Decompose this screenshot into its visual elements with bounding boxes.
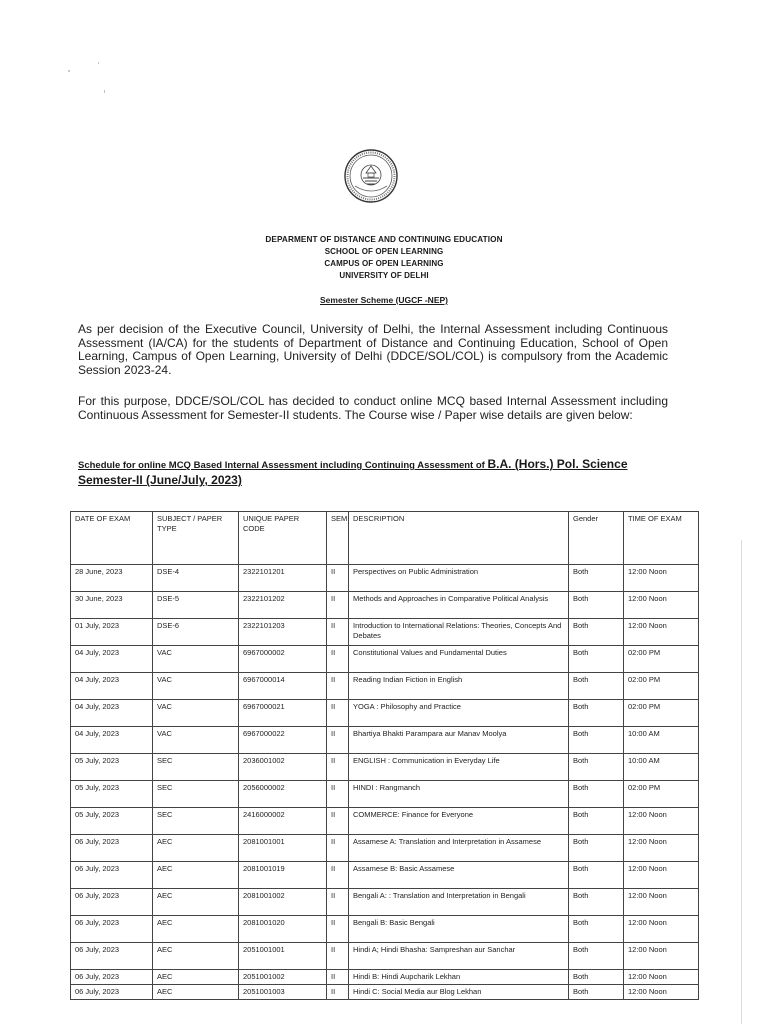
cell-subject: SEC <box>153 754 239 781</box>
cell-sem: II <box>327 619 349 646</box>
cell-gender: Both <box>569 700 624 727</box>
table-row <box>71 646 699 673</box>
cell-date: 30 June, 2023 <box>71 592 153 619</box>
cell-subject: AEC <box>153 943 239 970</box>
table-row <box>71 754 699 781</box>
header-sem: SEM <box>327 512 349 565</box>
cell-gender: Both <box>569 916 624 943</box>
header-code: UNIQUE PAPER CODE <box>239 512 327 565</box>
cell-sem: II <box>327 970 349 985</box>
cell-date: 06 July, 2023 <box>71 985 153 1000</box>
cell-date: 28 June, 2023 <box>71 565 153 592</box>
cell-sem: II <box>327 700 349 727</box>
department-name: DEPARMENT OF DISTANCE AND CONTINUING EDUCATION <box>265 235 503 244</box>
cell-code: 6967000022 <box>239 727 327 754</box>
cell-code: 2081001001 <box>239 835 327 862</box>
cell-sem: II <box>327 985 349 1000</box>
cell-code: 6967000014 <box>239 673 327 700</box>
cell-gender: Both <box>569 781 624 808</box>
cell-code: 2322101202 <box>239 592 327 619</box>
cell-code: 2081001002 <box>239 889 327 916</box>
cell-subject: AEC <box>153 835 239 862</box>
cell-gender: Both <box>569 565 624 592</box>
header-date: DATE OF EXAM <box>71 512 153 565</box>
header-description: DESCRIPTION <box>349 512 569 565</box>
cell-time: 12:00 Noon <box>624 619 699 646</box>
cell-subject: AEC <box>153 970 239 985</box>
cell-sem: II <box>327 781 349 808</box>
document-header <box>0 234 768 282</box>
table-row <box>71 985 699 1000</box>
cell-code: 2322101201 <box>239 565 327 592</box>
cell-sem: II <box>327 565 349 592</box>
cell-code: 2056000002 <box>239 781 327 808</box>
cell-sem: II <box>327 754 349 781</box>
cell-sem: II <box>327 673 349 700</box>
cell-time: 12:00 Noon <box>624 808 699 835</box>
cell-code: 2081001019 <box>239 862 327 889</box>
cell-description: Bengali B: Basic Bengali <box>349 916 569 943</box>
cell-date: 04 July, 2023 <box>71 727 153 754</box>
header-gender: Gender <box>569 512 624 565</box>
table-row <box>71 565 699 592</box>
table-row <box>71 781 699 808</box>
cell-description: Perspectives on Public Administration <box>349 565 569 592</box>
cell-sem: II <box>327 592 349 619</box>
cell-subject: AEC <box>153 889 239 916</box>
university-name: UNIVERSITY OF DELHI <box>339 271 429 280</box>
cell-gender: Both <box>569 985 624 1000</box>
cell-subject: AEC <box>153 916 239 943</box>
cell-gender: Both <box>569 754 624 781</box>
cell-sem: II <box>327 727 349 754</box>
cell-subject: VAC <box>153 673 239 700</box>
cell-sem: II <box>327 943 349 970</box>
cell-date: 06 July, 2023 <box>71 862 153 889</box>
cell-description: Assamese A: Translation and Interpretation in Assamese <box>349 835 569 862</box>
cell-time: 12:00 Noon <box>624 565 699 592</box>
cell-description: Reading Indian Fiction in English <box>349 673 569 700</box>
cell-gender: Both <box>569 673 624 700</box>
cell-date: 05 July, 2023 <box>71 808 153 835</box>
table-header-row <box>71 512 699 565</box>
table-row <box>71 943 699 970</box>
university-seal-icon <box>343 148 399 204</box>
cell-date: 05 July, 2023 <box>71 754 153 781</box>
cell-time: 02:00 PM <box>624 646 699 673</box>
cell-subject: DSE-5 <box>153 592 239 619</box>
cell-gender: Both <box>569 808 624 835</box>
cell-description: YOGA : Philosophy and Practice <box>349 700 569 727</box>
cell-description: Methods and Approaches in Comparative Political Analysis <box>349 592 569 619</box>
paragraph-decision: As per decision of the Executive Council, University of Delhi, the Internal Assessment including Continuous Assessment (IA/CA) for the students of Department of Distance and Continuing Education, School of Open Learning, Campus of Open Learning, University of Delhi (DDCE/SOL/COL) is compulsory from the Academic Session 2023-24. <box>78 322 668 377</box>
cell-gender: Both <box>569 970 624 985</box>
cell-code: 2051001002 <box>239 970 327 985</box>
cell-description: Assamese B: Basic Assamese <box>349 862 569 889</box>
table-row <box>71 700 699 727</box>
cell-time: 12:00 Noon <box>624 889 699 916</box>
cell-code: 2322101203 <box>239 619 327 646</box>
cell-subject: DSE-4 <box>153 565 239 592</box>
cell-description: COMMERCE: Finance for Everyone <box>349 808 569 835</box>
cell-description: Bhartiya Bhakti Parampara aur Manav Moolya <box>349 727 569 754</box>
cell-code: 2416000002 <box>239 808 327 835</box>
cell-code: 2081001020 <box>239 916 327 943</box>
cell-gender: Both <box>569 862 624 889</box>
cell-code: 6967000002 <box>239 646 327 673</box>
cell-sem: II <box>327 862 349 889</box>
cell-description: Constitutional Values and Fundamental Duties <box>349 646 569 673</box>
table-row <box>71 673 699 700</box>
cell-time: 02:00 PM <box>624 700 699 727</box>
table-row <box>71 889 699 916</box>
page-edge-shadow <box>741 540 742 1024</box>
cell-time: 12:00 Noon <box>624 835 699 862</box>
cell-gender: Both <box>569 619 624 646</box>
table-row <box>71 592 699 619</box>
cell-code: 6967000021 <box>239 700 327 727</box>
cell-date: 06 July, 2023 <box>71 943 153 970</box>
cell-sem: II <box>327 889 349 916</box>
cell-gender: Both <box>569 646 624 673</box>
cell-date: 04 July, 2023 <box>71 646 153 673</box>
cell-time: 12:00 Noon <box>624 916 699 943</box>
cell-description: Hindi C: Social Media aur Blog Lekhan <box>349 985 569 1000</box>
cell-description: HINDI : Rangmanch <box>349 781 569 808</box>
cell-date: 06 July, 2023 <box>71 970 153 985</box>
table-row <box>71 862 699 889</box>
cell-description: Introduction to International Relations: Theories, Concepts And Debates <box>349 619 569 646</box>
cell-subject: AEC <box>153 985 239 1000</box>
schedule-course: B.A. (Hors.) Pol. Science <box>487 457 628 471</box>
table-row <box>71 727 699 754</box>
cell-subject: AEC <box>153 862 239 889</box>
cell-description: Bengali A: : Translation and Interpretation in Bengali <box>349 889 569 916</box>
table-row <box>71 808 699 835</box>
cell-date: 06 July, 2023 <box>71 835 153 862</box>
cell-subject: SEC <box>153 808 239 835</box>
schedule-semester: Semester-II (June/July, 2023) <box>78 473 242 487</box>
campus-name: CAMPUS OF OPEN LEARNING <box>324 259 444 268</box>
cell-time: 02:00 PM <box>624 781 699 808</box>
cell-subject: VAC <box>153 727 239 754</box>
cell-date: 06 July, 2023 <box>71 889 153 916</box>
header-time: TIME OF EXAM <box>624 512 699 565</box>
scheme-title: Semester Scheme (UGCF -NEP) <box>319 295 448 305</box>
cell-sem: II <box>327 916 349 943</box>
schedule-heading <box>78 457 678 489</box>
table-row <box>71 970 699 985</box>
cell-sem: II <box>327 835 349 862</box>
table-row <box>71 619 699 646</box>
cell-time: 10:00 AM <box>624 727 699 754</box>
cell-date: 04 July, 2023 <box>71 673 153 700</box>
cell-date: 01 July, 2023 <box>71 619 153 646</box>
cell-gender: Both <box>569 727 624 754</box>
cell-sem: II <box>327 808 349 835</box>
schedule-prefix: Schedule for online MCQ Based Internal Assessment including Continuing Assessment of <box>78 460 488 471</box>
cell-subject: VAC <box>153 646 239 673</box>
cell-sem: II <box>327 646 349 673</box>
paragraph-purpose: For this purpose, DDCE/SOL/COL has decided to conduct online MCQ based Internal Assessment including Continuous Assessment for Semester-II students. The Course wise / Paper wise details are given below: <box>78 394 668 422</box>
cell-gender: Both <box>569 835 624 862</box>
cell-time: 12:00 Noon <box>624 862 699 889</box>
cell-time: 10:00 AM <box>624 754 699 781</box>
cell-time: 02:00 PM <box>624 673 699 700</box>
cell-gender: Both <box>569 592 624 619</box>
cell-gender: Both <box>569 889 624 916</box>
cell-description: Hindi B: Hindi Aupcharik Lekhan <box>349 970 569 985</box>
cell-gender: Both <box>569 943 624 970</box>
cell-time: 12:00 Noon <box>624 592 699 619</box>
exam-schedule-table <box>70 511 699 1000</box>
cell-code: 2051001003 <box>239 985 327 1000</box>
cell-date: 05 July, 2023 <box>71 781 153 808</box>
header-subject: SUBJECT / PAPER TYPE <box>153 512 239 565</box>
cell-subject: SEC <box>153 781 239 808</box>
cell-description: Hindi A; Hindi Bhasha: Sampreshan aur Sanchar <box>349 943 569 970</box>
cell-subject: DSE-6 <box>153 619 239 646</box>
cell-date: 04 July, 2023 <box>71 700 153 727</box>
cell-code: 2051001001 <box>239 943 327 970</box>
school-name: SCHOOL OF OPEN LEARNING <box>324 247 444 256</box>
cell-description: ENGLISH : Communication in Everyday Life <box>349 754 569 781</box>
cell-time: 12:00 Noon <box>624 985 699 1000</box>
table-row <box>71 916 699 943</box>
cell-time: 12:00 Noon <box>624 943 699 970</box>
cell-code: 2036001002 <box>239 754 327 781</box>
cell-date: 06 July, 2023 <box>71 916 153 943</box>
cell-subject: VAC <box>153 700 239 727</box>
table-row <box>71 835 699 862</box>
cell-time: 12:00 Noon <box>624 970 699 985</box>
